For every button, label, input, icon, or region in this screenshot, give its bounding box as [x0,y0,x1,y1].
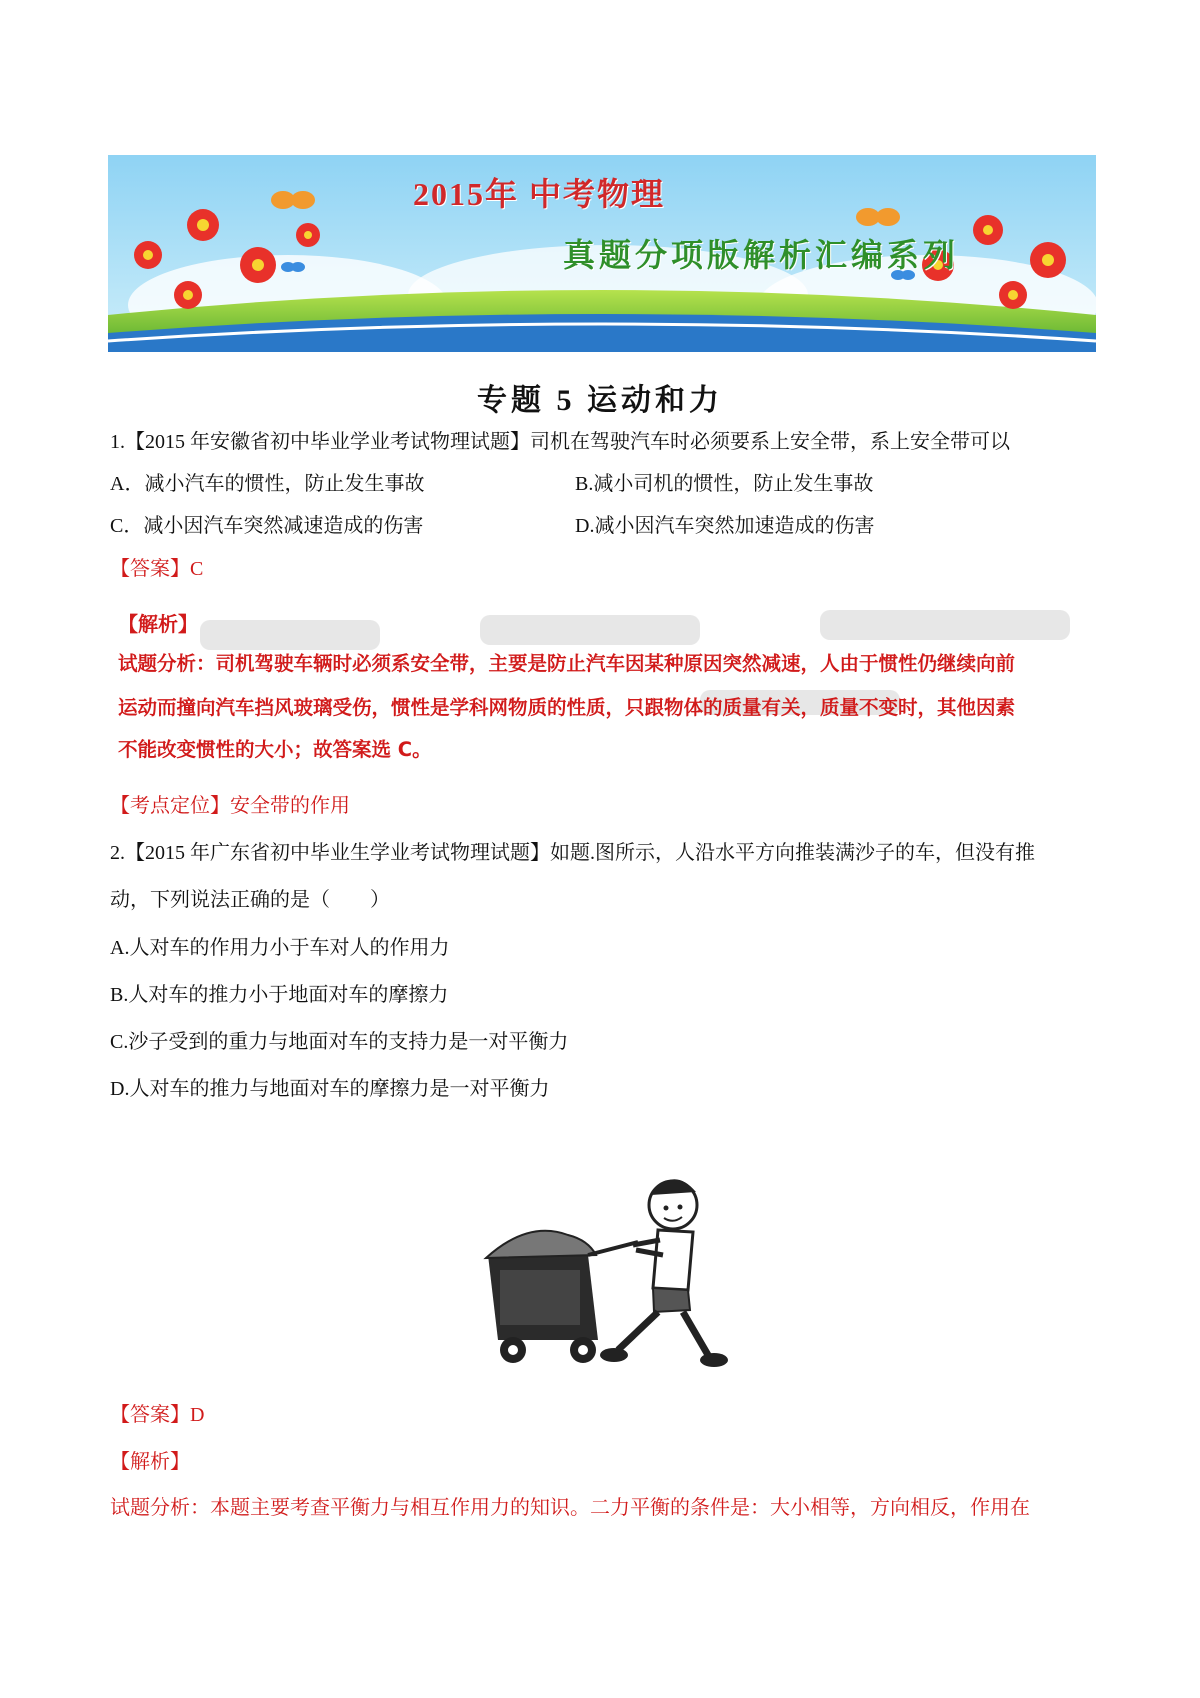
banner-subtitle: 真题分项版解析汇编系列 [563,237,960,273]
banner-title: 2015年 中考物理 [413,176,666,212]
q2-answer [110,1405,204,1425]
q1-answer-value: C [190,558,204,580]
q1-analysis-label: 【解析】 [118,612,198,636]
q2-option-b: B.人对车的推力小于地面对车的摩擦力 [110,984,449,1006]
q2-answer-value: D [190,1404,205,1426]
q2-analysis-line-1: 试题分析：本题主要考查平衡力与相互作用力的知识。二力平衡的条件是：大小相等，方向相反，作用在 [110,1497,1030,1519]
figure-boy-pushing-cart [468,1160,758,1378]
q1-option-b: B.减小司机的惯性，防止发生事故 [575,473,874,495]
q1-keypoint [110,796,350,816]
q1-stem: 1.【2015 年安徽省初中毕业学业考试物理试题】司机在驾驶汽车时必须要系上安全带，系上安全带可以 [110,431,1010,453]
q1-analysis-line-3: 不能改变惯性的大小；故答案选 C。 [118,738,432,761]
q1-answer [110,559,203,579]
q2-stem-line-2: 动，下列说法正确的是（ ） [110,889,390,911]
q2-option-d: D.人对车的推力与地面对车的摩擦力是一对平衡力 [110,1078,550,1100]
q1-option-c: C．减小因汽车突然减速造成的伤害 [110,515,424,537]
q2-option-a: A.人对车的作用力小于车对人的作用力 [110,937,450,959]
q1-analysis-line-1: 试题分析：司机驾驶车辆时必须系安全带，主要是防止汽车因某种原因突然减速，人由于惯性仍继续向前 [118,652,1016,675]
page-title: 专题 5 运动和力 [477,384,723,417]
q1-analysis-line-2: 运动而撞向汽车挡风玻璃受伤，惯性是学科网物质的性质，只跟物体的质量有关，质量不变时，其他因素 [118,696,1016,719]
q1-option-a: A．减小汽车的惯性，防止发生事故 [110,473,425,495]
header-banner [108,155,1096,352]
q2-answer-label: 【答案】 [110,1404,190,1426]
q2-option-c: C.沙子受到的重力与地面对车的支持力是一对平衡力 [110,1031,569,1053]
q1-keypoint-label: 【考点定位】 [110,795,230,817]
q1-answer-label: 【答案】 [110,558,190,580]
q2-stem-line-1: 2.【2015 年广东省初中毕业生学业考试物理试题】如题.图所示，人沿水平方向推装满沙子的车，但没有推 [110,842,1035,864]
q1-keypoint-value: 安全带的作用 [230,795,350,817]
q2-analysis-label: 【解析】 [110,1451,190,1473]
q1-option-d: D.减小因汽车突然加速造成的伤害 [575,515,875,537]
